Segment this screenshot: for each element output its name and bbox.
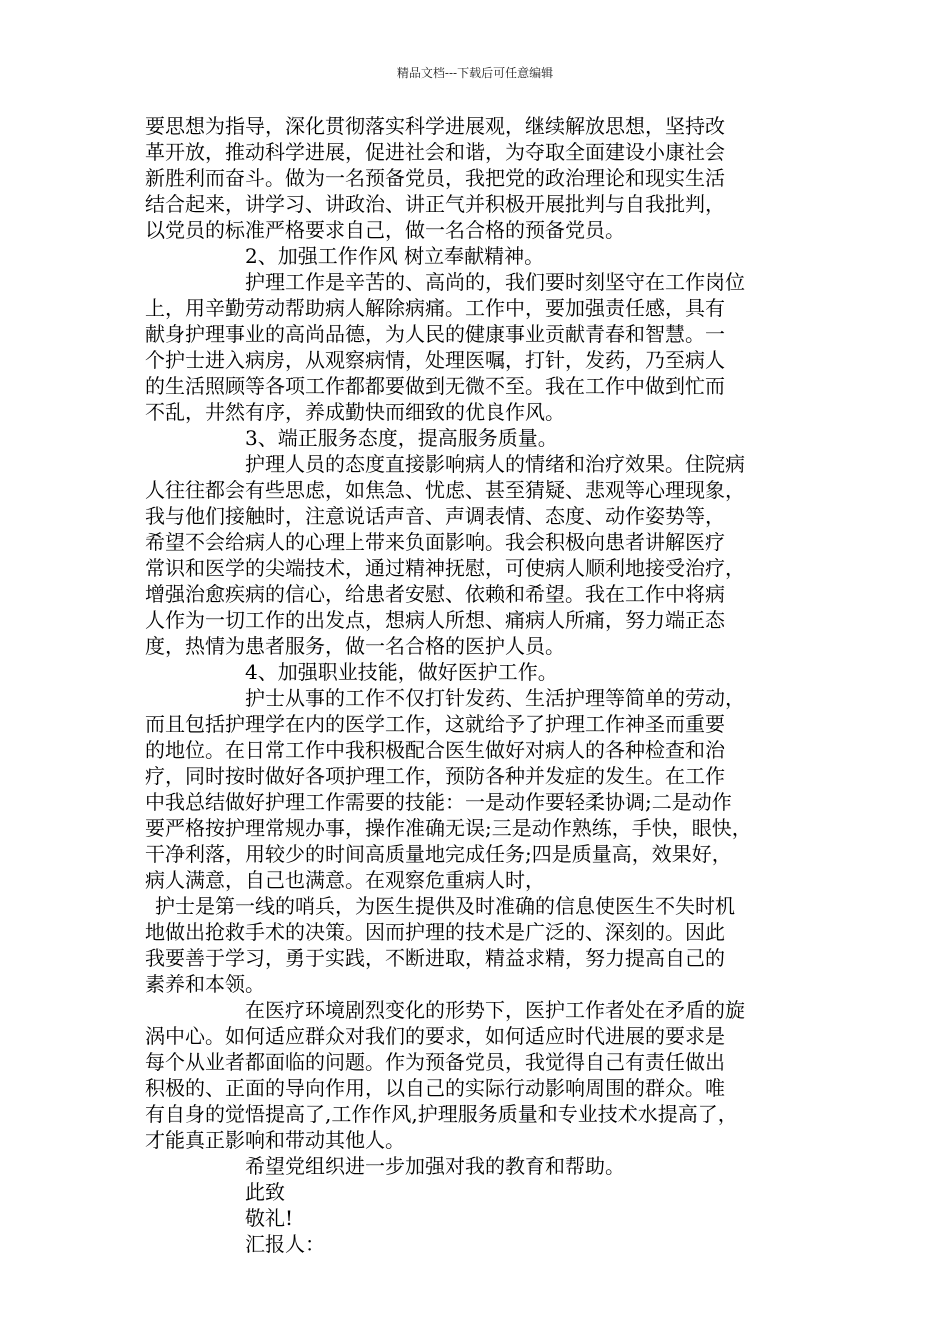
text-line: 敬礼! — [245, 1206, 294, 1230]
text-line: 护士是第一线的哨兵，为医生提供及时准确的信息使医生不失时机 — [155, 894, 735, 918]
text-line: 的生活照顾等各项工作都都要做到无微不至。我在工作中做到忙而 — [145, 374, 725, 398]
text-line: 有自身的觉悟提高了,工作作风,护理服务质量和专业技术水提高了， — [145, 1102, 738, 1126]
text-line: 我与他们接触时，注意说话声音、声调表情、态度、动作姿势等， — [145, 504, 725, 528]
text-line: 在医疗环境剧烈变化的形势下，医护工作者处在矛盾的旋 — [245, 998, 745, 1022]
text-line: 度，热情为患者服务，做一名合格的医护人员。 — [145, 634, 565, 658]
text-line: 护理人员的态度直接影响病人的情绪和治疗效果。住院病 — [245, 452, 745, 476]
text-line: 要严格按护理常规办事，操作准确无误;三是动作熟练，手快，眼快， — [145, 816, 752, 840]
text-line: 护士从事的工作不仅打针发药、生活护理等简单的劳动， — [245, 686, 745, 710]
text-line: 地做出抢救手术的决策。因而护理的技术是广泛的、深刻的。因此 — [145, 920, 725, 944]
text-line: 革开放，推动科学进展，促进社会和谐，为夺取全面建设小康社会 — [145, 140, 725, 164]
text-line: 个护士进入病房，从观察病情，处理医嘱，打针，发药，乃至病人 — [145, 348, 725, 372]
text-line: 增强治愈疾病的信心，给患者安慰、依赖和希望。我在工作中将病 — [145, 582, 725, 606]
text-line: 干净利落，用较少的时间高质量地完成任务;四是质量高，效果好， — [145, 842, 732, 866]
text-line: 2、加强工作作风 树立奉献精神。 — [245, 244, 545, 268]
text-line: 汇报人： — [245, 1232, 325, 1256]
text-line: 我要善于学习，勇于实践，不断进取，精益求精，努力提高自己的 — [145, 946, 725, 970]
text-line: 人作为一切工作的出发点，想病人所想、痛病人所痛，努力端正态 — [145, 608, 725, 632]
text-line: 上，用辛勤劳动帮助病人解除病痛。工作中，要加强责任感，具有 — [145, 296, 725, 320]
text-line: 常识和医学的尖端技术，通过精神抚慰，可使病人顺利地接受治疗， — [145, 556, 745, 580]
text-line: 涡中心。如何适应群众对我们的要求，如何适应时代进展的要求是 — [145, 1024, 725, 1048]
text-line: 每个从业者都面临的问题。作为预备党员，我觉得自己有责任做出 — [145, 1050, 725, 1074]
text-line: 结合起来，讲学习、讲政治、讲正气并积极开展批判与自我批判， — [145, 192, 725, 216]
text-line: 护理工作是辛苦的、高尚的，我们要时刻坚守在工作岗位 — [245, 270, 745, 294]
text-line: 以党员的标准严格要求自己，做一名合格的预备党员。 — [145, 218, 625, 242]
document-body — [145, 113, 810, 1257]
text-line: 才能真正影响和带动其他人。 — [145, 1128, 405, 1152]
text-line: 中我总结做好护理工作需要的技能：一是动作要轻柔协调;二是动作 — [145, 790, 732, 814]
text-line: 4、加强职业技能，做好医护工作。 — [245, 660, 558, 684]
text-line: 希望党组织进一步加强对我的教育和帮助。 — [245, 1154, 625, 1178]
text-line: 的地位。在日常工作中我积极配合医生做好对病人的各种检查和治 — [145, 738, 725, 762]
text-line: 要思想为指导，深化贯彻落实科学进展观，继续解放思想，坚持改 — [145, 114, 725, 138]
text-line: 3、端正服务态度，提高服务质量。 — [245, 426, 558, 450]
text-line: 素养和本领。 — [145, 972, 265, 996]
text-line: 而且包括护理学在内的医学工作，这就给予了护理工作神圣而重要 — [145, 712, 725, 736]
text-line: 不乱，井然有序，养成勤快而细致的优良作风。 — [145, 400, 565, 424]
text-line: 人往往都会有些思虑，如焦急、忧虑、甚至猜疑、悲观等心理现象， — [145, 478, 745, 502]
text-line: 新胜利而奋斗。做为一名预备党员，我把党的政治理论和现实生活 — [145, 166, 725, 190]
text-line: 病人满意，自己也满意。在观察危重病人时， — [145, 868, 545, 892]
text-line: 希望不会给病人的心理上带来负面影响。我会积极向患者讲解医疗 — [145, 530, 725, 554]
text-line: 疗，同时按时做好各项护理工作，预防各种并发症的发生。在工作 — [145, 764, 725, 788]
text-line: 积极的、正面的导向作用，以自己的实际行动影响周围的群众。唯 — [145, 1076, 725, 1100]
text-line: 此致 — [245, 1180, 285, 1204]
page-header: 精品文档---下载后可任意编辑 — [396, 66, 554, 80]
text-line: 献身护理事业的高尚品德，为人民的健康事业贡献青春和智慧。一 — [145, 322, 725, 346]
